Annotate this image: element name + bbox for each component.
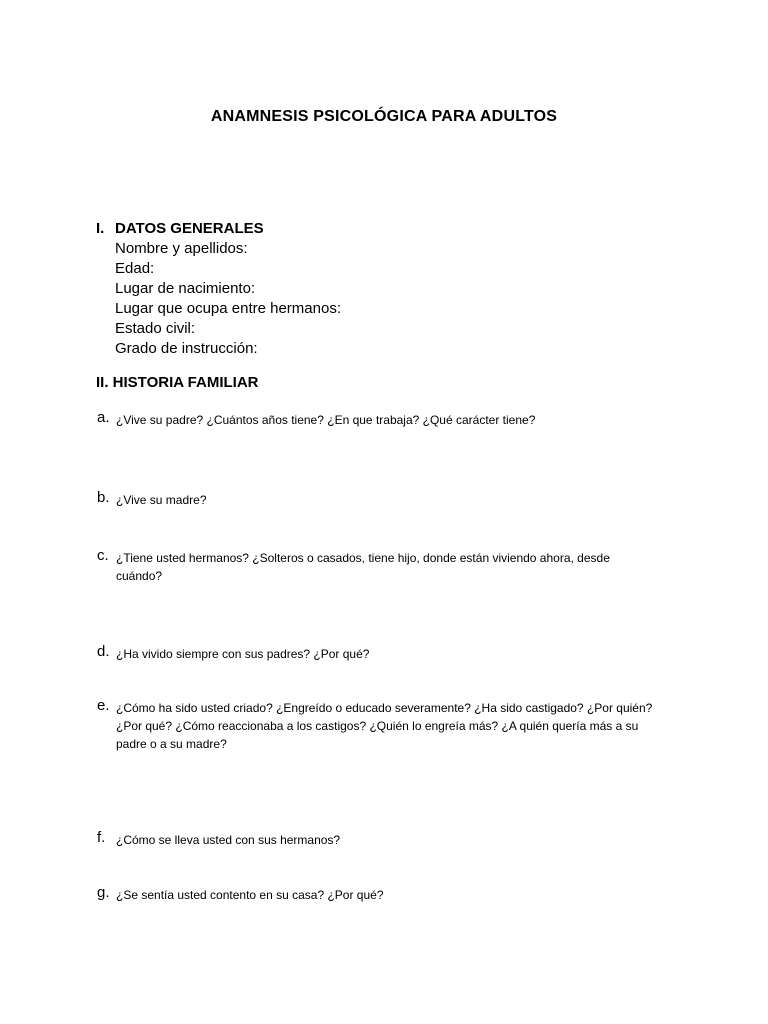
question-b: [97, 491, 657, 509]
question-letter: e.: [97, 697, 110, 714]
question-letter: d.: [97, 643, 110, 660]
question-letter: b.: [97, 489, 110, 506]
field-lugar-nacimiento: Lugar de nacimiento:: [115, 280, 256, 297]
field-nombre: Nombre y apellidos:: [115, 240, 248, 257]
question-letter: c.: [97, 547, 109, 564]
section-datos-generales: [96, 219, 696, 359]
question-text: ¿Cómo se lleva usted con sus hermanos?: [116, 833, 341, 847]
question-d: [97, 645, 657, 663]
question-letter: g.: [97, 884, 110, 901]
field-list: [96, 239, 696, 359]
document-title: ANAMNESIS PSICOLÓGICA PARA ADULTOS: [210, 108, 558, 125]
question-text: ¿Se sentía usted contento en su casa? ¿Por qué?: [116, 888, 384, 902]
question-text: ¿Vive su padre? ¿Cuántos años tiene? ¿En que trabaja? ¿Qué carácter tiene?: [116, 413, 536, 427]
question-letter: f.: [97, 829, 106, 846]
section-heading: [96, 219, 696, 239]
question-e: [97, 699, 662, 753]
question-text: ¿Vive su madre?: [116, 493, 207, 507]
field-grado-instruccion: Grado de instrucción:: [115, 340, 258, 357]
question-g: [97, 886, 657, 904]
field-lugar-hermanos: Lugar que ocupa entre hermanos:: [115, 300, 341, 317]
field-edad: Edad:: [115, 260, 155, 277]
question-text: ¿Ha vivido siempre con sus padres? ¿Por qué?: [116, 647, 370, 661]
section-heading-text: DATOS GENERALES: [115, 220, 264, 237]
question-a: [97, 411, 657, 429]
section-number: I.: [96, 220, 105, 237]
question-letter: a.: [97, 409, 110, 426]
question-text: ¿Tiene usted hermanos? ¿Solteros o casados, tiene hijo, donde están viviendo ahora, desde cuándo?: [116, 551, 610, 583]
question-c: [97, 549, 642, 585]
question-text: ¿Cómo ha sido usted criado? ¿Engreído o educado severamente? ¿Ha sido castigado? ¿Por quién? ¿Por qué? ¿Cómo reaccionaba a los castigos? ¿Quién lo engreía más? ¿A quién quería más a su padre o a su madre?: [116, 701, 653, 751]
section-historia-familiar-heading: II. HISTORIA FAMILIAR: [96, 374, 259, 391]
question-f: [97, 831, 657, 849]
field-estado-civil: Estado civil:: [115, 320, 196, 337]
